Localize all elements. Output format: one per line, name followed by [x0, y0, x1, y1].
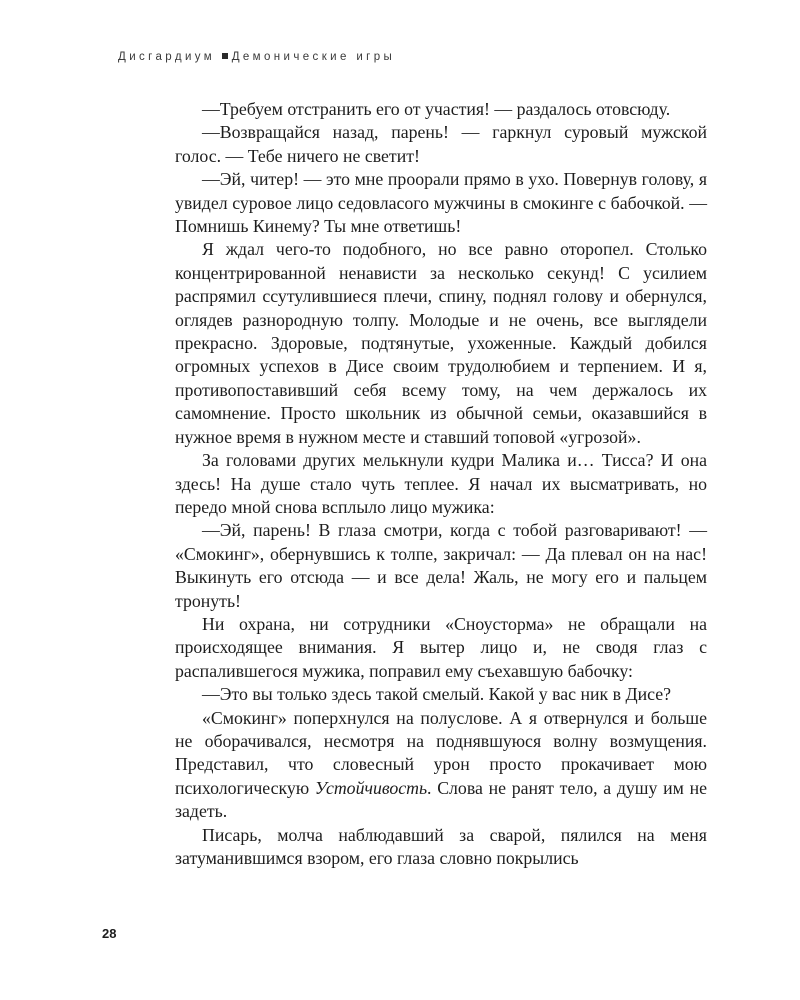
paragraph: Ни охрана, ни сотрудники «Сноусторма» не обращали на происходящее внимания. Я вытер лицо и, не сводя глаз с распалившегося мужика, поправил ему съехавшую бабочку:	[175, 613, 707, 681]
paragraph-text: «Смокинг» поперхнулся на полуслове. А я отвернулся и больше не оборачивался, несмотря на поднявшуюся волну возмущения. Представил, что словесный урон просто прокачивает мою психологическую	[175, 707, 707, 798]
paragraph: —Это вы только здесь такой смелый. Какой у вас ник в Дисе?	[202, 684, 672, 705]
paragraph-text: . Слова не ранят тело, а душу им не задеть.	[175, 777, 707, 822]
paragraph: Писарь, молча наблюдавший за сварой, пялился на меня затуманившимся взором, его глаза словно покрылись	[175, 824, 707, 868]
running-head-title: Демонические игры	[231, 51, 396, 63]
separator-square-icon	[222, 53, 228, 59]
running-head	[118, 51, 395, 63]
running-head-series: Дисгардиум	[118, 51, 216, 63]
paragraph: —Эй, читер! — это мне проорали прямо в ухо. Повернув голову, я увидел суровое лицо седовласого мужчины в смокинге с бабочкой. — Помнишь Кинему? Ты мне ответишь!	[175, 169, 707, 237]
paragraph: —Возвращайся назад, парень! — гаркнул суровый мужской голос. — Тебе ничего не светит!	[175, 122, 707, 166]
emphasis-term: Устойчивость	[314, 777, 428, 798]
paragraph: —Требуем отстранить его от участия! — раздалось отовсюду.	[202, 99, 671, 119]
paragraph: За головами других мелькнули кудри Малика и… Тисса? И она здесь! На душе стало чуть теплее. Я начал их высматривать, но передо мной снова всплыло лицо мужика:	[175, 450, 707, 517]
paragraph	[175, 707, 707, 824]
paragraph: Я ждал чего-то подобного, но все равно оторопел. Столько концентрированной ненависти за несколько секунд! С усилием распрямил ссутулившиеся плечи, спину, поднял голову и обернулся, оглядев разнородную толпу. Молодые и не очень, все выглядели прекрасно. Здоровые, подтянутые, ухоженные. Каждый добился огромных успехов в Дисе своим трудолюбием и терпением. И я, противопоставивший себя всему тому, на чем держалось их самомнение. Просто школьник из обычной семьи, оказавшийся в нужное время в нужном месте и ставший топовой «угрозой».	[175, 239, 707, 447]
paragraph: —Эй, парень! В глаза смотри, когда с тобой разговаривают! — «Смокинг», обернувшись к толпе, закричал: — Да плевал он на нас! Выкинуть его отсюда — и все дела! Жаль, не могу его и пальцем тронуть!	[175, 520, 707, 611]
body-text	[175, 98, 707, 870]
page-number: 28	[102, 926, 117, 941]
